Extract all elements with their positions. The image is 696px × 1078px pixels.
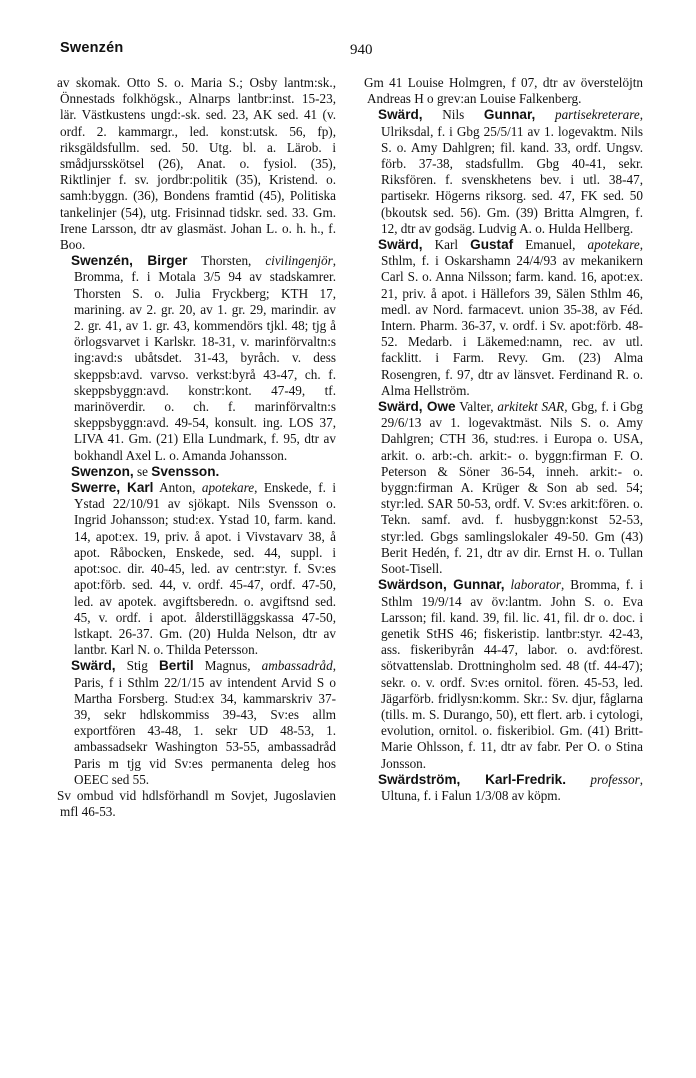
entry-headword-given: Gustaf: [470, 237, 514, 253]
entry-sward-gunnar: [367, 107, 643, 237]
entry-names: Emanuel,: [513, 237, 588, 253]
entry-text: , Ultuna, f. i Falun 1/3/08 av köpm.: [381, 771, 644, 803]
entry-text: , Enskede, f. i Ystad 22/10/91 av sjökapt. Nils Svensson o. Ingrid Johansson; stud:ex. Ystad 10, farm. kand. 14, apot:ex. 19, priv. å apot. i Vivstavarv 38, å apot. Råbocken, Enskede, sed. 44, suppl. i apot:soc. dir. 40-45, led. av centr:styr. f. Sv:es apot:förb. sed. 44, v. ordf. 45-47, ordf. 47-50, led. av apotek. avgiftsberedn. o. avgiftsnd sed. 45, v. ordf. i apot. ålderstilläggskassa 47-50, lstkapt. 26-37. Gm. (20) Hulda Nelson, dtr av lantbr. Karl N. o. Thilda Petersson.: [74, 480, 336, 658]
right-column: [364, 75, 644, 804]
entry-continuation-right: [364, 75, 643, 107]
entry-headword: Swärdson, Gunnar,: [378, 577, 505, 593]
entry-headword: Swärd,: [378, 107, 423, 123]
entry-headword: Swärd,: [71, 658, 116, 674]
entry-text: Gm 41 Louise Holmgren, f 07, dtr av överstelöjtn Andreas H o grev:an Louise Falkenberg.: [364, 75, 643, 107]
entry-text: Sv ombud vid hdlsförhandl m Sovjet, Jugoslavien mfl 46-53.: [57, 787, 336, 820]
entry-title: apotekare: [587, 237, 640, 253]
entry-swerre-karl: [60, 480, 336, 658]
running-head-name: Swenzén: [60, 40, 124, 56]
entry-title: civilingenjör: [265, 253, 333, 269]
entry-names: Anton,: [153, 480, 202, 496]
entry-text: , Bromma, f. i Motala 3/5 94 av stadskamrer. Thorsten S. o. Julia Fryckberg; KTH 17, marining. av 2. gr. 20, av 1. gr. 29, marindir. av 2. gr. 41, av 1. gr. 43, kommendörs tjkl. 48; tjg å örlogsvarvet i Karlskr. 18-31, v. marinförvaltn:s ing:avd:s ubåtsdet. 31-43, byråch. v. dess skeppsb:avd. varvso. verkst:byrå 43-47, ch. f. skeppsbyggn:avd. konstr:kont. 47-49, tf. marinöverdir. o. ch. f. marinförvaltn:s skeppsbyggn:avd. 49-54, konsult. ing. LOS 37, LIVA 41. Gm. (21) Ella Lundmark, f. 95, dtr av bokhandl Axel L. o. Amanda Johansson.: [74, 253, 336, 463]
page-header: [60, 40, 636, 64]
entry-text: , Bromma, f. i Sthlm 19/9/14 av öv:lantm. John S. o. Eva Larsson; fil. kand. 39, fil. lic. 41, fil. dr o. doc. i genetik StHS 46; fiskeristip. lantbr:styr. 42-43, ass. fiskeribyrån 44-47, labor. o. avd:förest. sötvattenslab. Drottningholm sed. 48 (tf. 44-47); sekr. o. v. ordf. Sv:es ornitol. fören. 45-53, led. Jägarförb. fridlysn:komm. Skr.: Sv. djur, fåglarna (tills. m. S. Durango, 50), ett flert. arb. i cytologi, evolution, ornitol. o. fiskeribiol. Gm. (41) Britt-Marie Ohlsson, f. 11, dtr av fabr. Per O. o Stina Jonsson.: [381, 577, 643, 771]
entry-title: professor: [566, 771, 640, 787]
entry-names: Magnus,: [193, 658, 262, 674]
entry-headword: Swärd,: [378, 237, 423, 253]
entry-headword: Swärdström, Karl-Fredrik.: [378, 771, 567, 787]
entry-swardstrom: [367, 772, 643, 804]
entry-text: , Sthlm, f. i Oskarshamn 24/4/93 av mekanikern Carl S. o. Anna Nilsson; farm. kand. 16, apot:ex. 21, priv. å apot. i Hällefors 39, Sälen Sthlm 46, medl. av Nord. farmacevt. union 35-38, av Féd. Intern. Pharm. 36-37, v. ordf. i Sv. apot:förb. 48-52. Medarb. i Läkemed:namn, rec. av utl. facklitt. i Farm. Revy. Gm. (23) Alma Rosengren, f. 97, dtr av länsvet. Ferdinand R. o. Alma Hellström.: [381, 237, 644, 398]
entry-headword: Swerre, Karl: [71, 480, 154, 496]
page-number: 940: [350, 42, 373, 58]
entry-continuation: [57, 75, 336, 253]
entry-headword: Swenzon,: [71, 463, 134, 479]
entry-title: arkitekt SAR: [497, 399, 565, 415]
entry-headword: Swärd, Owe: [378, 399, 456, 415]
entry-sward-bertil-cont: [57, 787, 336, 820]
entry-title: ambassadråd: [261, 658, 333, 674]
entry-names: Stig: [115, 658, 159, 674]
entry-title: laborator: [504, 577, 562, 593]
entry-text: , Paris, f i Sthlm 22/1/15 av intendent Arvid S o Martha Forsberg. Stud:ex 34, kammarskriv 37-39, sekr hdlskommiss 39-43, Sv:es allm exportfören 43-48, 1. sekr UD 48-53, 1. ambassadsekr Washington 53-55, ambassadråd Paris m tjg vid Sv:es permanenta deleg hos OEEC sed 55.: [74, 658, 336, 787]
entry-headword-ref: Svensson.: [151, 463, 220, 479]
entry-title: partisekreterare: [535, 107, 640, 123]
entry-headword-given: Gunnar,: [483, 107, 536, 123]
entry-names: Thorsten,: [187, 253, 266, 269]
entry-title: apotekare: [201, 480, 255, 496]
entry-sward-owe: [367, 399, 643, 577]
entry-names: Nils: [422, 107, 484, 123]
entry-swenzon: [60, 464, 336, 480]
entry-sward-bertil: [60, 658, 336, 788]
entry-sward-gustaf: [367, 237, 643, 399]
entry-text: , Ulriksdal, f. i Gbg 25/5/11 av 1. logevaktm. Nils S. o. Amy Dahlgren; fil. kand. 33, ordf. Ungsv. förb. 37-38, stadsfullm. Gbg 40-41, sekr. Riksfören. f. svenskhetens bev. i utl. 38-47, partisekr. Högerns riksorg. sed. 47, FK sed. 50 (bkoutsk sed. 56). Gm. (39) Britta Almgren, f. 12, dtr av godsäg. Ludvig A. o. Hulda Hellberg.: [381, 107, 643, 236]
entry-headword: Swenzén, Birger: [71, 253, 188, 269]
entry-text: , Gbg, f. i Gbg 29/6/13 av 1. logevaktmäst. Nils S. o. Amy Dahlgren; CTH 36, stud:res. i Europa o. USA, arkit. o. arb:-ch. arkit:- o. byggn:firman F. O. Peterson & Söner 36-54, inneh. arkit:- o. byggn:firman A. Krüger & Son ab sed. 54; styr:led. SAR 50-53, ordf. V. Sv:es arkit:fören. o. Tekn. samf. avd. f. husbyggn:konst 52-53, styr:led. Gbgs samlingslokaler 49-50. Gm (43) Berit Hedén, f. 21, dtr av dir. Ernst H. o. Tullan Soot-Tisell.: [381, 399, 643, 577]
entry-text: av skomak. Otto S. o. Maria S.; Osby lantm:sk., Önnestads folkhögsk., Alnarps lantbr:inst. 15-23, lär. Västkustens ungd:-sk. sed. 23, AK sed. 41 (v. ordf. 2. kammargr., led. konst:utsk. 56, fp), riksgäldsfullm. sed. 50. Utg. bl. a. Lärob. i smådjursskötsel (26), Anat. o. fysiol. (35), Riktlinjer f. sv. jordbr:politik (35), Kristend. o. samh:byggn. (36), Bondens framtid (45), Politiska tankelinjer (54), utg. Frisinnad tidskr. sed. 33. Gm. Irene Larsson, dtr av glasmäst. Johan L. o. h. h., f. Boo.: [57, 75, 336, 253]
entry-swenzen-birger: [60, 253, 336, 464]
entry-swardson-gunnar: [367, 577, 643, 771]
entry-headword-given: Bertil: [158, 658, 194, 674]
left-column: [57, 75, 336, 820]
entry-names: se: [133, 463, 152, 479]
entry-names: Karl: [422, 237, 471, 253]
entry-names: Valter,: [455, 399, 498, 415]
